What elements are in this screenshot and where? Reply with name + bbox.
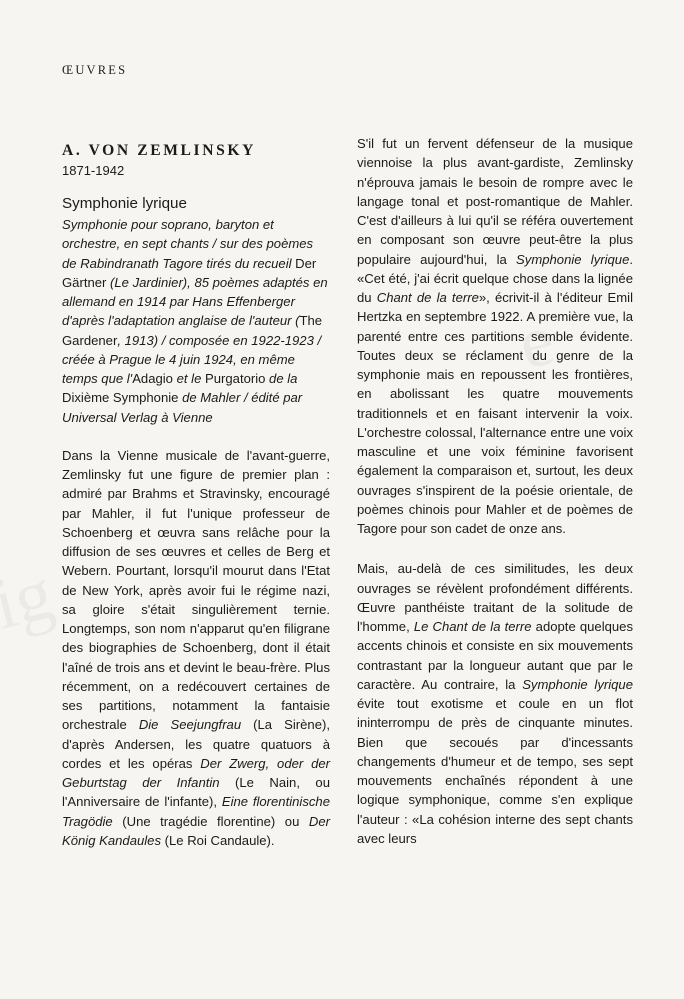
section-title: ŒUVRES [62, 63, 128, 77]
work-title: Symphonie lyrique [62, 195, 187, 212]
background-watermark [0, 551, 61, 653]
body-paragraph: Mais, au-delà de ces similitudes, les deux ouvrages se révèlent profondément différents. Œuvre panthéiste traitant de la solitude de l'homme, Le Chant de la terre adopte quelques accents chinois et consiste en six mouvements contrastant par la longueur autant que par le caractère. Au contraire, la Symphonie lyrique évite tout exotisme et coule en un flot ininterrompu de près de cinquante minutes. Bien que secoués par d'incessants changements d'humeur et de tempo, ses sept mouvements enchaînés répondent à une logique symphonique, comme s'en explique l'auteur : «La cohésion interne des sept chants avec leurs [357, 561, 633, 846]
left-column [62, 134, 330, 850]
body-paragraph: S'il fut un fervent défenseur de la musique viennoise la plus avant-gardiste, Zemlinsky n'éprouva jamais le besoin de rompre avec le langage tonal et post-romantique de Mahler. C'est d'ailleurs à lui qu'il se référa ouvertement en composant son œuvre peut-être la plus populaire aujourd'hui, la Symphonie lyrique. «Cet été, j'ai écrit quelque chose dans la lignée du Chant de la terre», écrivit-il à l'éditeur Emil Hertzka en septembre 1922. A première vue, la parenté entre ces partitions semble évidente. Toutes deux se réclament du genre de la symphonie mais en repoussent les frontières, en abolissant les quatre mouvements traditionnels et en faisant intervenir la voix. L'orchestre colossal, l'alternance entre une voix masculine et une voix féminine favorisent également la comparaison et, surtout, les deux ouvrages s'inspirent de la poésie orientale, de poèmes chinois pour Mahler et de poèmes de Tagore pour son cadet de onze ans. [357, 136, 633, 536]
work-description: Symphonie pour soprano, baryton et orchestre, en sept chants / sur des poèmes de Rabindranath Tagore tirés du recueil Der Gärtner (Le Jardinier), 85 poèmes adaptés en allemand en 1914 par Hans Effenberger d'après l'adaptation anglaise de l'auteur (The Gardener, 1913) / composée en 1922-1923 / créée à Prague le 4 juin 1924, en même temps que l'Adagio et le Purgatorio de la Dixième Symphonie de Mahler / édité par Universal Verlag à Vienne [62, 217, 328, 425]
right-column [357, 134, 633, 848]
composer-years: 1871-1942 [62, 163, 125, 178]
body-paragraph: Dans la Vienne musicale de l'avant-guerre, Zemlinsky fut une figure de premier plan : admiré par Brahms et Stravinsky, encouragé par Mahler, il fut l'unique professeur de Schoenberg et œuvra sans relâche pour la diffusion de ses œuvres et celles de Berg et Webern. Pourtant, lorsqu'il mourut dans l'Etat de New York, après avoir fui le régime nazi, sa gloire s'était singulièrement ternie. Longtemps, son nom n'apparut qu'en filigrane des biographies de Schoenberg, dont il était l'aîné de trois ans et devint le beau-frère. Plus récemment, on a redécouvert certaines de ses partitions, notamment la fantaisie orchestrale Die Seejungfrau (La Sirène), d'après Andersen, les quatre quatuors à cordes et les opéras Der Zwerg, oder der Geburtstag der Infantin (Le Nain, ou l'Anniversaire de l'infante), Eine florentinische Tragödie (Une tragédie florentine) ou Der König Kandaules (Le Roi Candaule). [62, 447, 330, 848]
composer-name: A. VON ZEMLINSKY [62, 142, 256, 159]
